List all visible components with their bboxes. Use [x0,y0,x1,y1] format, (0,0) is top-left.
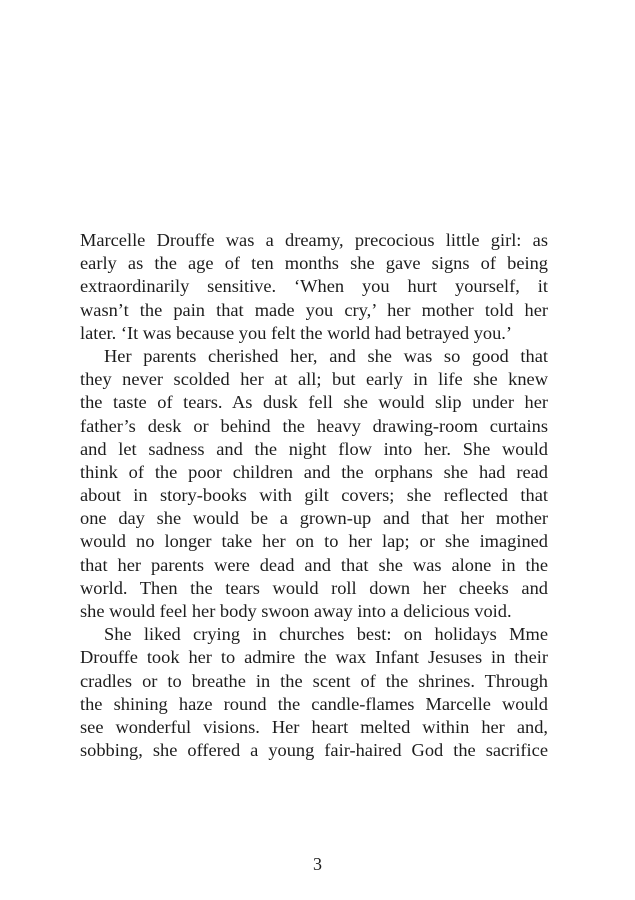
text-line: think of the poor children and the orphans she had read [80,461,548,482]
text-line: would no longer take her on to her lap; or she imagined [80,531,548,552]
text-line: Her parents cherished her, and she was so good that [104,345,548,366]
text-line: cradles or to breathe in the scent of the shrines. Through [80,670,548,691]
text-line: they never scolded her at all; but early in life she knew [80,369,548,390]
text-line: and let sadness and the night flow into her. She would [80,438,548,459]
text-line: sobbing, she offered a young fair-haired God the sacrifice [80,740,548,761]
page-number: 3 [313,854,322,874]
text-line: wasn’t the pain that made you cry,’ her mother told her [80,299,548,320]
text-line: later. ‘It was because you felt the world had betrayed you.’ [80,322,513,343]
text-line: one day she would be a grown-up and that her mother [80,508,548,529]
text-line: she would feel her body swoon away into a delicious void. [80,601,512,621]
text-line: see wonderful visions. Her heart melted within her and, [80,716,548,737]
text-line: about in story-books with gilt covers; she reflected that [80,485,548,506]
text-line: Marcelle Drouffe was a dreamy, precocious little girl: as [80,230,548,250]
body-text [80,229,548,762]
text-line: the taste of tears. As dusk fell she would slip under her [80,392,548,413]
text-line: early as the age of ten months she gave signs of being [80,253,548,274]
text-line: world. Then the tears would roll down her cheeks and [80,577,548,598]
text-line: that her parents were dead and that she was alone in the [80,554,548,575]
text-line: extraordinarily sensitive. ‘When you hurt yourself, it [80,276,548,297]
text-line: She liked crying in churches best: on holidays Mme [104,624,548,645]
text-line: the shining haze round the candle-flames Marcelle would [80,693,548,714]
text-line: Drouffe took her to admire the wax Infant Jesuses in their [80,647,548,668]
text-line: father’s desk or behind the heavy drawing-room curtains [80,415,548,436]
